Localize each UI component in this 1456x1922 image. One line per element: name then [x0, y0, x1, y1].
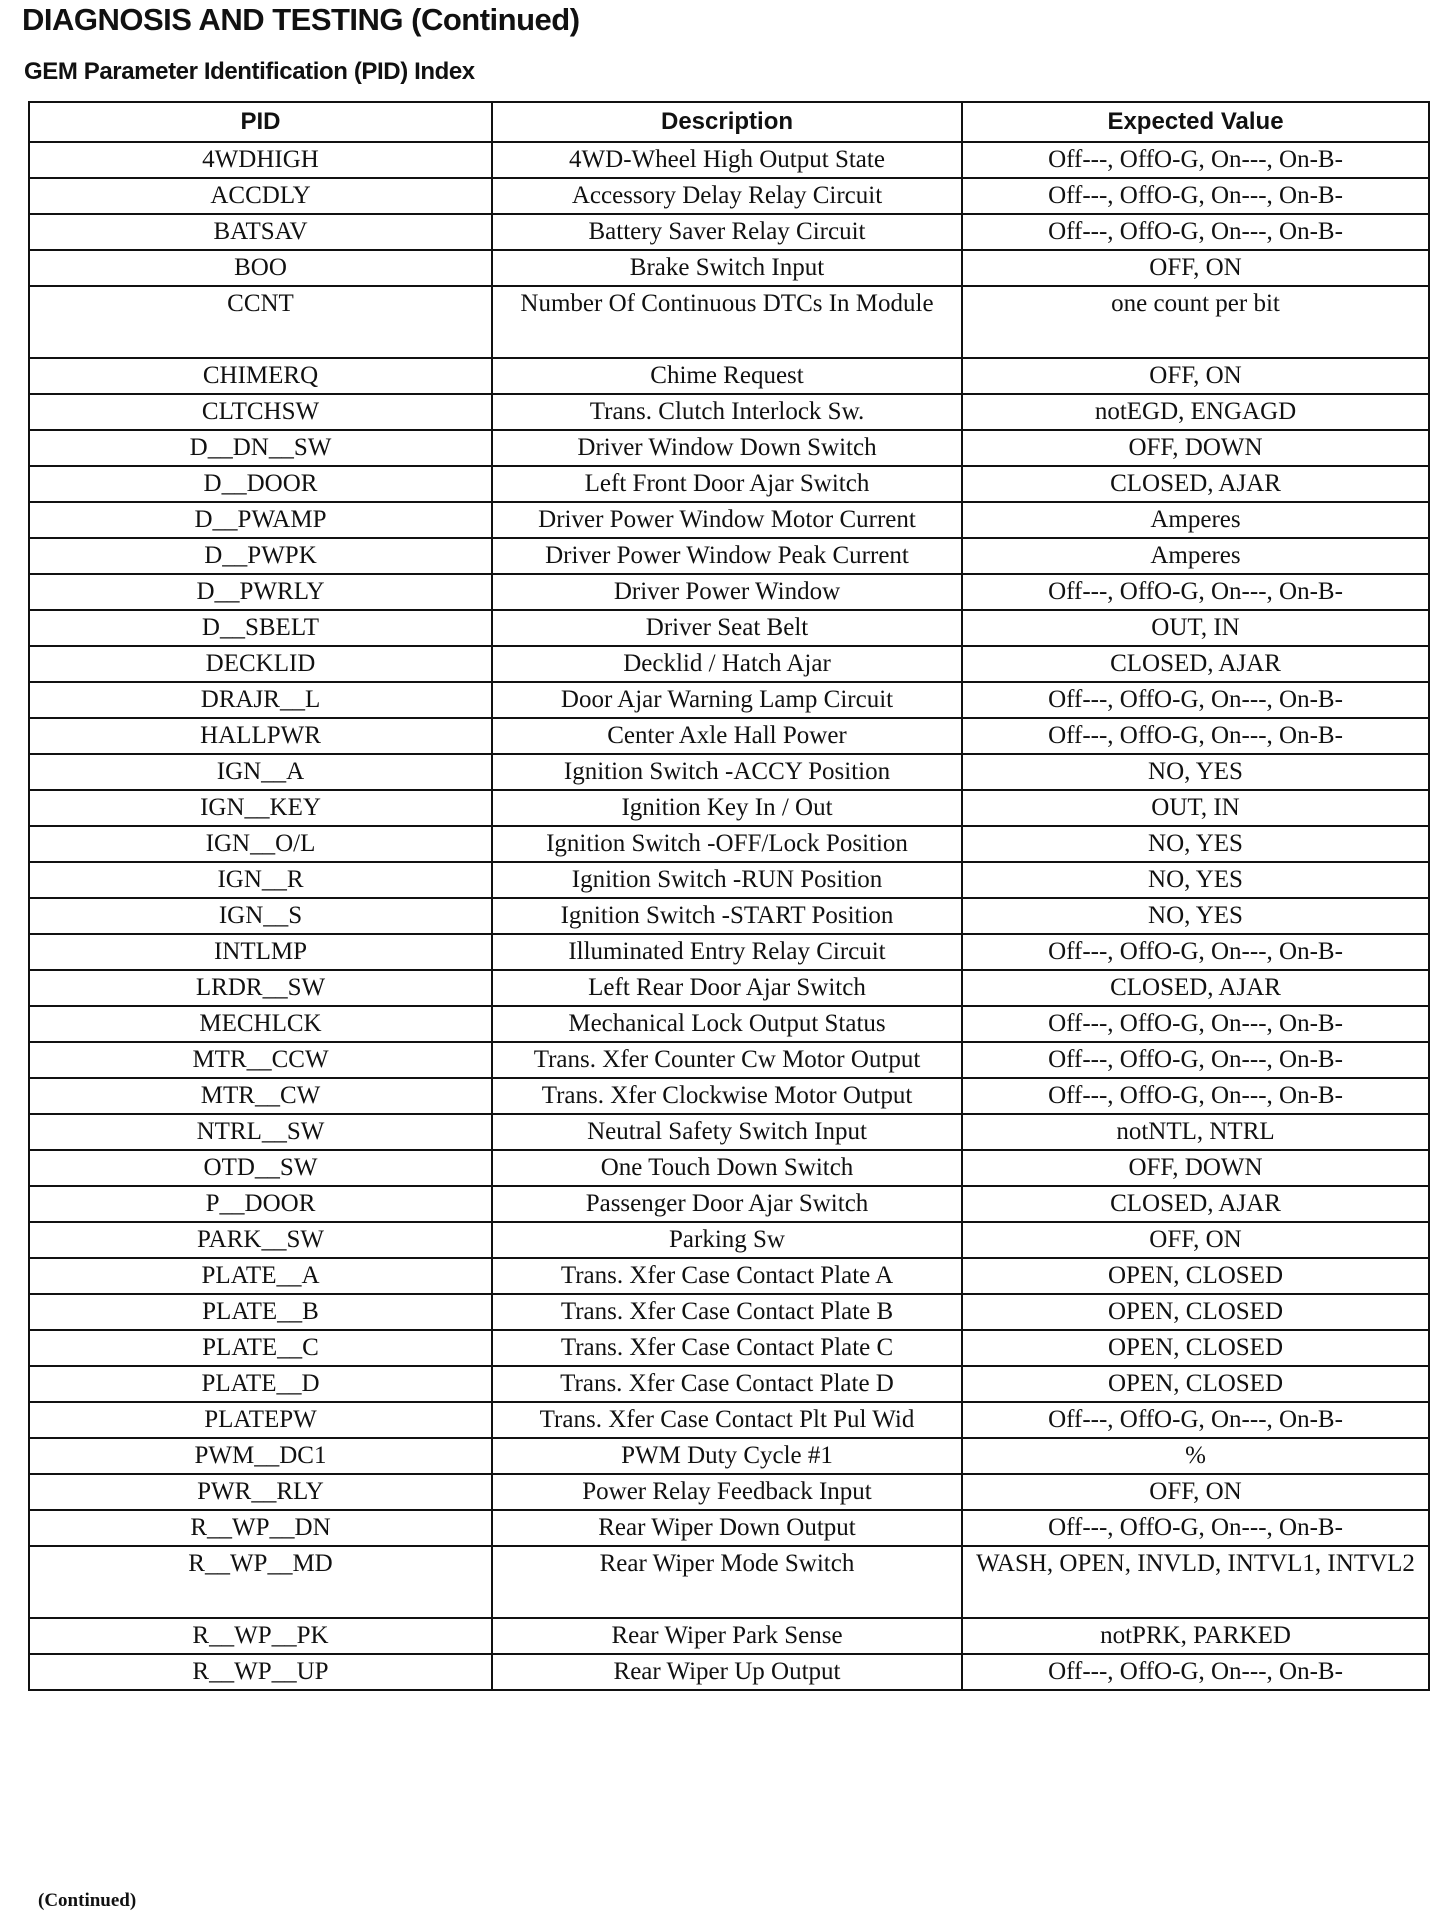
- pid-cell: R__WP__DN: [29, 1510, 492, 1546]
- table-row: [29, 1402, 1429, 1438]
- table-row: [29, 430, 1429, 466]
- pid-cell: P__DOOR: [29, 1186, 492, 1222]
- table-row: [29, 1510, 1429, 1546]
- description-cell: Number Of Continuous DTCs In Module: [492, 286, 962, 358]
- expected-value-cell: OFF, ON: [962, 358, 1429, 394]
- pid-cell: DECKLID: [29, 646, 492, 682]
- description-cell: Door Ajar Warning Lamp Circuit: [492, 682, 962, 718]
- expected-value-cell: Off---, OffO-G, On---, On-B-: [962, 1078, 1429, 1114]
- pid-cell: D__PWRLY: [29, 574, 492, 610]
- pid-cell: PLATE__C: [29, 1330, 492, 1366]
- description-cell: Driver Power Window Motor Current: [492, 502, 962, 538]
- expected-value-cell: OFF, ON: [962, 250, 1429, 286]
- table-row: [29, 1006, 1429, 1042]
- expected-value-cell: OUT, IN: [962, 790, 1429, 826]
- description-cell: Center Axle Hall Power: [492, 718, 962, 754]
- expected-value-cell: OFF, ON: [962, 1222, 1429, 1258]
- table-body: [29, 142, 1429, 1690]
- description-cell: Trans. Xfer Case Contact Plate C: [492, 1330, 962, 1366]
- pid-cell: PWR__RLY: [29, 1474, 492, 1510]
- pid-cell: D__SBELT: [29, 610, 492, 646]
- description-cell: 4WD-Wheel High Output State: [492, 142, 962, 178]
- expected-value-cell: CLOSED, AJAR: [962, 466, 1429, 502]
- pid-cell: IGN__O/L: [29, 826, 492, 862]
- description-cell: Parking Sw: [492, 1222, 962, 1258]
- description-cell: Power Relay Feedback Input: [492, 1474, 962, 1510]
- description-cell: Trans. Xfer Case Contact Plate B: [492, 1294, 962, 1330]
- table-row: [29, 682, 1429, 718]
- description-cell: Ignition Switch -RUN Position: [492, 862, 962, 898]
- description-cell: Driver Seat Belt: [492, 610, 962, 646]
- description-cell: Ignition Switch -START Position: [492, 898, 962, 934]
- column-header-description: Description: [492, 102, 962, 142]
- pid-cell: INTLMP: [29, 934, 492, 970]
- page-title: DIAGNOSIS AND TESTING (Continued): [22, 2, 580, 37]
- pid-cell: PARK__SW: [29, 1222, 492, 1258]
- table-row: [29, 610, 1429, 646]
- expected-value-cell: notEGD, ENGAGD: [962, 394, 1429, 430]
- table-row: [29, 1654, 1429, 1690]
- expected-value-cell: Off---, OffO-G, On---, On-B-: [962, 1654, 1429, 1690]
- table-row: [29, 250, 1429, 286]
- table-row: [29, 1258, 1429, 1294]
- pid-cell: HALLPWR: [29, 718, 492, 754]
- expected-value-cell: CLOSED, AJAR: [962, 646, 1429, 682]
- pid-cell: OTD__SW: [29, 1150, 492, 1186]
- expected-value-cell: %: [962, 1438, 1429, 1474]
- table-row: [29, 790, 1429, 826]
- expected-value-cell: Amperes: [962, 502, 1429, 538]
- expected-value-cell: Off---, OffO-G, On---, On-B-: [962, 934, 1429, 970]
- expected-value-cell: OPEN, CLOSED: [962, 1366, 1429, 1402]
- expected-value-cell: Amperes: [962, 538, 1429, 574]
- table-row: [29, 286, 1429, 358]
- description-cell: Trans. Xfer Counter Cw Motor Output: [492, 1042, 962, 1078]
- description-cell: Trans. Xfer Case Contact Plate D: [492, 1366, 962, 1402]
- description-cell: Neutral Safety Switch Input: [492, 1114, 962, 1150]
- expected-value-cell: NO, YES: [962, 862, 1429, 898]
- column-header-pid: PID: [29, 102, 492, 142]
- description-cell: Driver Window Down Switch: [492, 430, 962, 466]
- description-cell: Chime Request: [492, 358, 962, 394]
- expected-value-cell: OFF, DOWN: [962, 430, 1429, 466]
- table-row: [29, 214, 1429, 250]
- table-row: [29, 970, 1429, 1006]
- pid-cell: D__PWAMP: [29, 502, 492, 538]
- description-cell: Ignition Key In / Out: [492, 790, 962, 826]
- table-row: [29, 1150, 1429, 1186]
- table-header-row: [29, 102, 1429, 142]
- pid-cell: IGN__A: [29, 754, 492, 790]
- table-row: [29, 934, 1429, 970]
- expected-value-cell: Off---, OffO-G, On---, On-B-: [962, 574, 1429, 610]
- expected-value-cell: CLOSED, AJAR: [962, 970, 1429, 1006]
- description-cell: Passenger Door Ajar Switch: [492, 1186, 962, 1222]
- description-cell: PWM Duty Cycle #1: [492, 1438, 962, 1474]
- expected-value-cell: OFF, ON: [962, 1474, 1429, 1510]
- pid-cell: PLATEPW: [29, 1402, 492, 1438]
- table-row: [29, 574, 1429, 610]
- pid-cell: 4WDHIGH: [29, 142, 492, 178]
- expected-value-cell: Off---, OffO-G, On---, On-B-: [962, 178, 1429, 214]
- table-row: [29, 538, 1429, 574]
- description-cell: One Touch Down Switch: [492, 1150, 962, 1186]
- description-cell: Decklid / Hatch Ajar: [492, 646, 962, 682]
- pid-cell: R__WP__UP: [29, 1654, 492, 1690]
- description-cell: Rear Wiper Mode Switch: [492, 1546, 962, 1618]
- expected-value-cell: notPRK, PARKED: [962, 1618, 1429, 1654]
- table-row: [29, 1438, 1429, 1474]
- table-row: [29, 1618, 1429, 1654]
- expected-value-cell: Off---, OffO-G, On---, On-B-: [962, 682, 1429, 718]
- pid-cell: MTR__CCW: [29, 1042, 492, 1078]
- description-cell: Rear Wiper Down Output: [492, 1510, 962, 1546]
- pid-cell: IGN__KEY: [29, 790, 492, 826]
- table-row: [29, 1186, 1429, 1222]
- description-cell: Trans. Xfer Case Contact Plt Pul Wid: [492, 1402, 962, 1438]
- table-row: [29, 1042, 1429, 1078]
- expected-value-cell: WASH, OPEN, INVLD, INTVL1, INTVL2: [962, 1546, 1429, 1618]
- pid-cell: PLATE__A: [29, 1258, 492, 1294]
- table-row: [29, 898, 1429, 934]
- table-title: GEM Parameter Identification (PID) Index: [24, 58, 475, 85]
- expected-value-cell: CLOSED, AJAR: [962, 1186, 1429, 1222]
- pid-cell: D__DOOR: [29, 466, 492, 502]
- expected-value-cell: OFF, DOWN: [962, 1150, 1429, 1186]
- pid-cell: D__DN__SW: [29, 430, 492, 466]
- table-row: [29, 1222, 1429, 1258]
- description-cell: Ignition Switch -OFF/Lock Position: [492, 826, 962, 862]
- table-row: [29, 178, 1429, 214]
- expected-value-cell: Off---, OffO-G, On---, On-B-: [962, 1402, 1429, 1438]
- expected-value-cell: Off---, OffO-G, On---, On-B-: [962, 214, 1429, 250]
- expected-value-cell: one count per bit: [962, 286, 1429, 358]
- continued-note: (Continued): [38, 1890, 137, 1911]
- table-row: [29, 502, 1429, 538]
- pid-index-table: [28, 101, 1430, 1691]
- table-row: [29, 358, 1429, 394]
- pid-cell: MTR__CW: [29, 1078, 492, 1114]
- pid-cell: CCNT: [29, 286, 492, 358]
- expected-value-cell: OPEN, CLOSED: [962, 1258, 1429, 1294]
- pid-cell: IGN__R: [29, 862, 492, 898]
- pid-cell: R__WP__PK: [29, 1618, 492, 1654]
- expected-value-cell: OUT, IN: [962, 610, 1429, 646]
- description-cell: Driver Power Window: [492, 574, 962, 610]
- description-cell: Left Front Door Ajar Switch: [492, 466, 962, 502]
- table-row: [29, 1366, 1429, 1402]
- table-row: [29, 754, 1429, 790]
- table-row: [29, 1078, 1429, 1114]
- description-cell: Trans. Xfer Case Contact Plate A: [492, 1258, 962, 1294]
- pid-cell: CLTCHSW: [29, 394, 492, 430]
- expected-value-cell: Off---, OffO-G, On---, On-B-: [962, 1042, 1429, 1078]
- description-cell: Accessory Delay Relay Circuit: [492, 178, 962, 214]
- pid-cell: PLATE__D: [29, 1366, 492, 1402]
- pid-cell: D__PWPK: [29, 538, 492, 574]
- pid-cell: PWM__DC1: [29, 1438, 492, 1474]
- expected-value-cell: Off---, OffO-G, On---, On-B-: [962, 142, 1429, 178]
- table-row: [29, 394, 1429, 430]
- expected-value-cell: NO, YES: [962, 754, 1429, 790]
- table-row: [29, 862, 1429, 898]
- table-row: [29, 466, 1429, 502]
- table-row: [29, 718, 1429, 754]
- description-cell: Ignition Switch -ACCY Position: [492, 754, 962, 790]
- description-cell: Trans. Xfer Clockwise Motor Output: [492, 1078, 962, 1114]
- pid-cell: CHIMERQ: [29, 358, 492, 394]
- table-row: [29, 1546, 1429, 1618]
- expected-value-cell: OPEN, CLOSED: [962, 1330, 1429, 1366]
- expected-value-cell: NO, YES: [962, 898, 1429, 934]
- pid-cell: R__WP__MD: [29, 1546, 492, 1618]
- expected-value-cell: Off---, OffO-G, On---, On-B-: [962, 1006, 1429, 1042]
- table-row: [29, 1114, 1429, 1150]
- expected-value-cell: NO, YES: [962, 826, 1429, 862]
- table-row: [29, 826, 1429, 862]
- expected-value-cell: OPEN, CLOSED: [962, 1294, 1429, 1330]
- table-row: [29, 1294, 1429, 1330]
- table-row: [29, 142, 1429, 178]
- pid-cell: BATSAV: [29, 214, 492, 250]
- table-row: [29, 646, 1429, 682]
- description-cell: Rear Wiper Up Output: [492, 1654, 962, 1690]
- pid-cell: PLATE__B: [29, 1294, 492, 1330]
- expected-value-cell: notNTL, NTRL: [962, 1114, 1429, 1150]
- description-cell: Left Rear Door Ajar Switch: [492, 970, 962, 1006]
- column-header-expected-value: Expected Value: [962, 102, 1429, 142]
- pid-cell: ACCDLY: [29, 178, 492, 214]
- pid-cell: MECHLCK: [29, 1006, 492, 1042]
- pid-cell: LRDR__SW: [29, 970, 492, 1006]
- pid-cell: DRAJR__L: [29, 682, 492, 718]
- description-cell: Trans. Clutch Interlock Sw.: [492, 394, 962, 430]
- description-cell: Battery Saver Relay Circuit: [492, 214, 962, 250]
- expected-value-cell: Off---, OffO-G, On---, On-B-: [962, 1510, 1429, 1546]
- table-row: [29, 1474, 1429, 1510]
- table-row: [29, 1330, 1429, 1366]
- description-cell: Brake Switch Input: [492, 250, 962, 286]
- pid-cell: NTRL__SW: [29, 1114, 492, 1150]
- pid-cell: IGN__S: [29, 898, 492, 934]
- description-cell: Rear Wiper Park Sense: [492, 1618, 962, 1654]
- expected-value-cell: Off---, OffO-G, On---, On-B-: [962, 718, 1429, 754]
- description-cell: Illuminated Entry Relay Circuit: [492, 934, 962, 970]
- description-cell: Driver Power Window Peak Current: [492, 538, 962, 574]
- pid-cell: BOO: [29, 250, 492, 286]
- description-cell: Mechanical Lock Output Status: [492, 1006, 962, 1042]
